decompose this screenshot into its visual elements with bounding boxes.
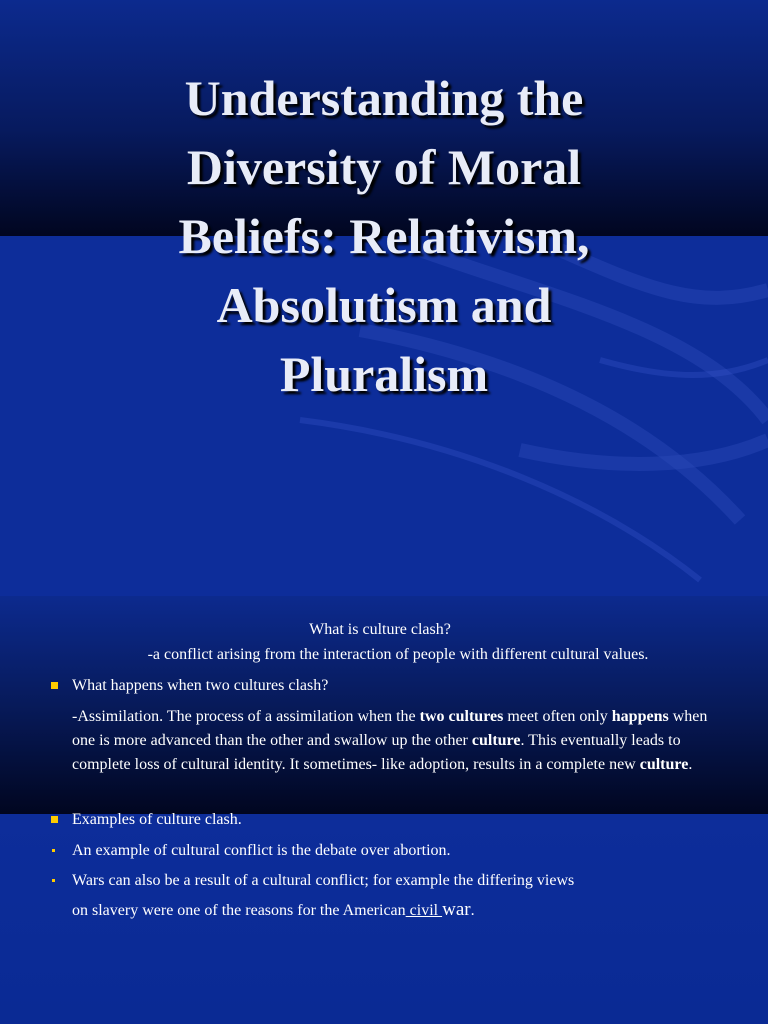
para-text: when one is more advanced than the other and swallow up the other xyxy=(72,708,708,749)
bullet-square-icon xyxy=(51,678,63,694)
bullet-abortion: An example of cultural conflict is the debate over abortion. xyxy=(72,842,451,859)
para-bold: happens xyxy=(611,708,669,725)
wars-text: on slavery were one of the reasons for the American xyxy=(72,902,406,919)
wars-text: civil xyxy=(405,902,443,919)
para-bold: two cultures xyxy=(419,708,504,725)
bullet-dot-icon xyxy=(51,873,63,889)
title-line: Pluralism xyxy=(279,346,489,402)
para-text: . xyxy=(688,756,693,773)
bullet-wars-line2 xyxy=(72,900,475,921)
question-text: What is culture clash? xyxy=(309,621,451,638)
para-bold: culture xyxy=(471,732,521,749)
title-line: Understanding the xyxy=(184,70,584,126)
para-text: -Assimilation. The process of a assimilation when the xyxy=(72,708,420,725)
bullet-wars-line1: Wars can also be a result of a cultural conflict; for example the differing views xyxy=(72,872,575,889)
definition-text: -a conflict arising from the interaction of people with different cultural values. xyxy=(147,646,649,663)
bullet-square-icon xyxy=(51,812,63,828)
bullet-what-happens: What happens when two cultures clash? xyxy=(72,677,329,694)
bullet-examples: Examples of culture clash. xyxy=(72,811,242,828)
wars-text: . xyxy=(470,902,475,919)
assimilation-paragraph xyxy=(72,705,732,777)
bullet-dot-icon xyxy=(51,843,63,859)
slide-title xyxy=(40,64,728,409)
title-line: Absolutism and xyxy=(216,277,552,333)
title-line: Beliefs: Relativism, xyxy=(178,208,590,264)
wars-text-war: war xyxy=(442,899,471,920)
title-line: Diversity of Moral xyxy=(186,139,582,195)
para-bold: culture xyxy=(639,756,689,773)
para-text: meet often only xyxy=(503,708,612,725)
para-text: . This eventually leads to complete loss of cultural identity. It sometimes- like adoption, results in a complete new xyxy=(72,732,681,773)
